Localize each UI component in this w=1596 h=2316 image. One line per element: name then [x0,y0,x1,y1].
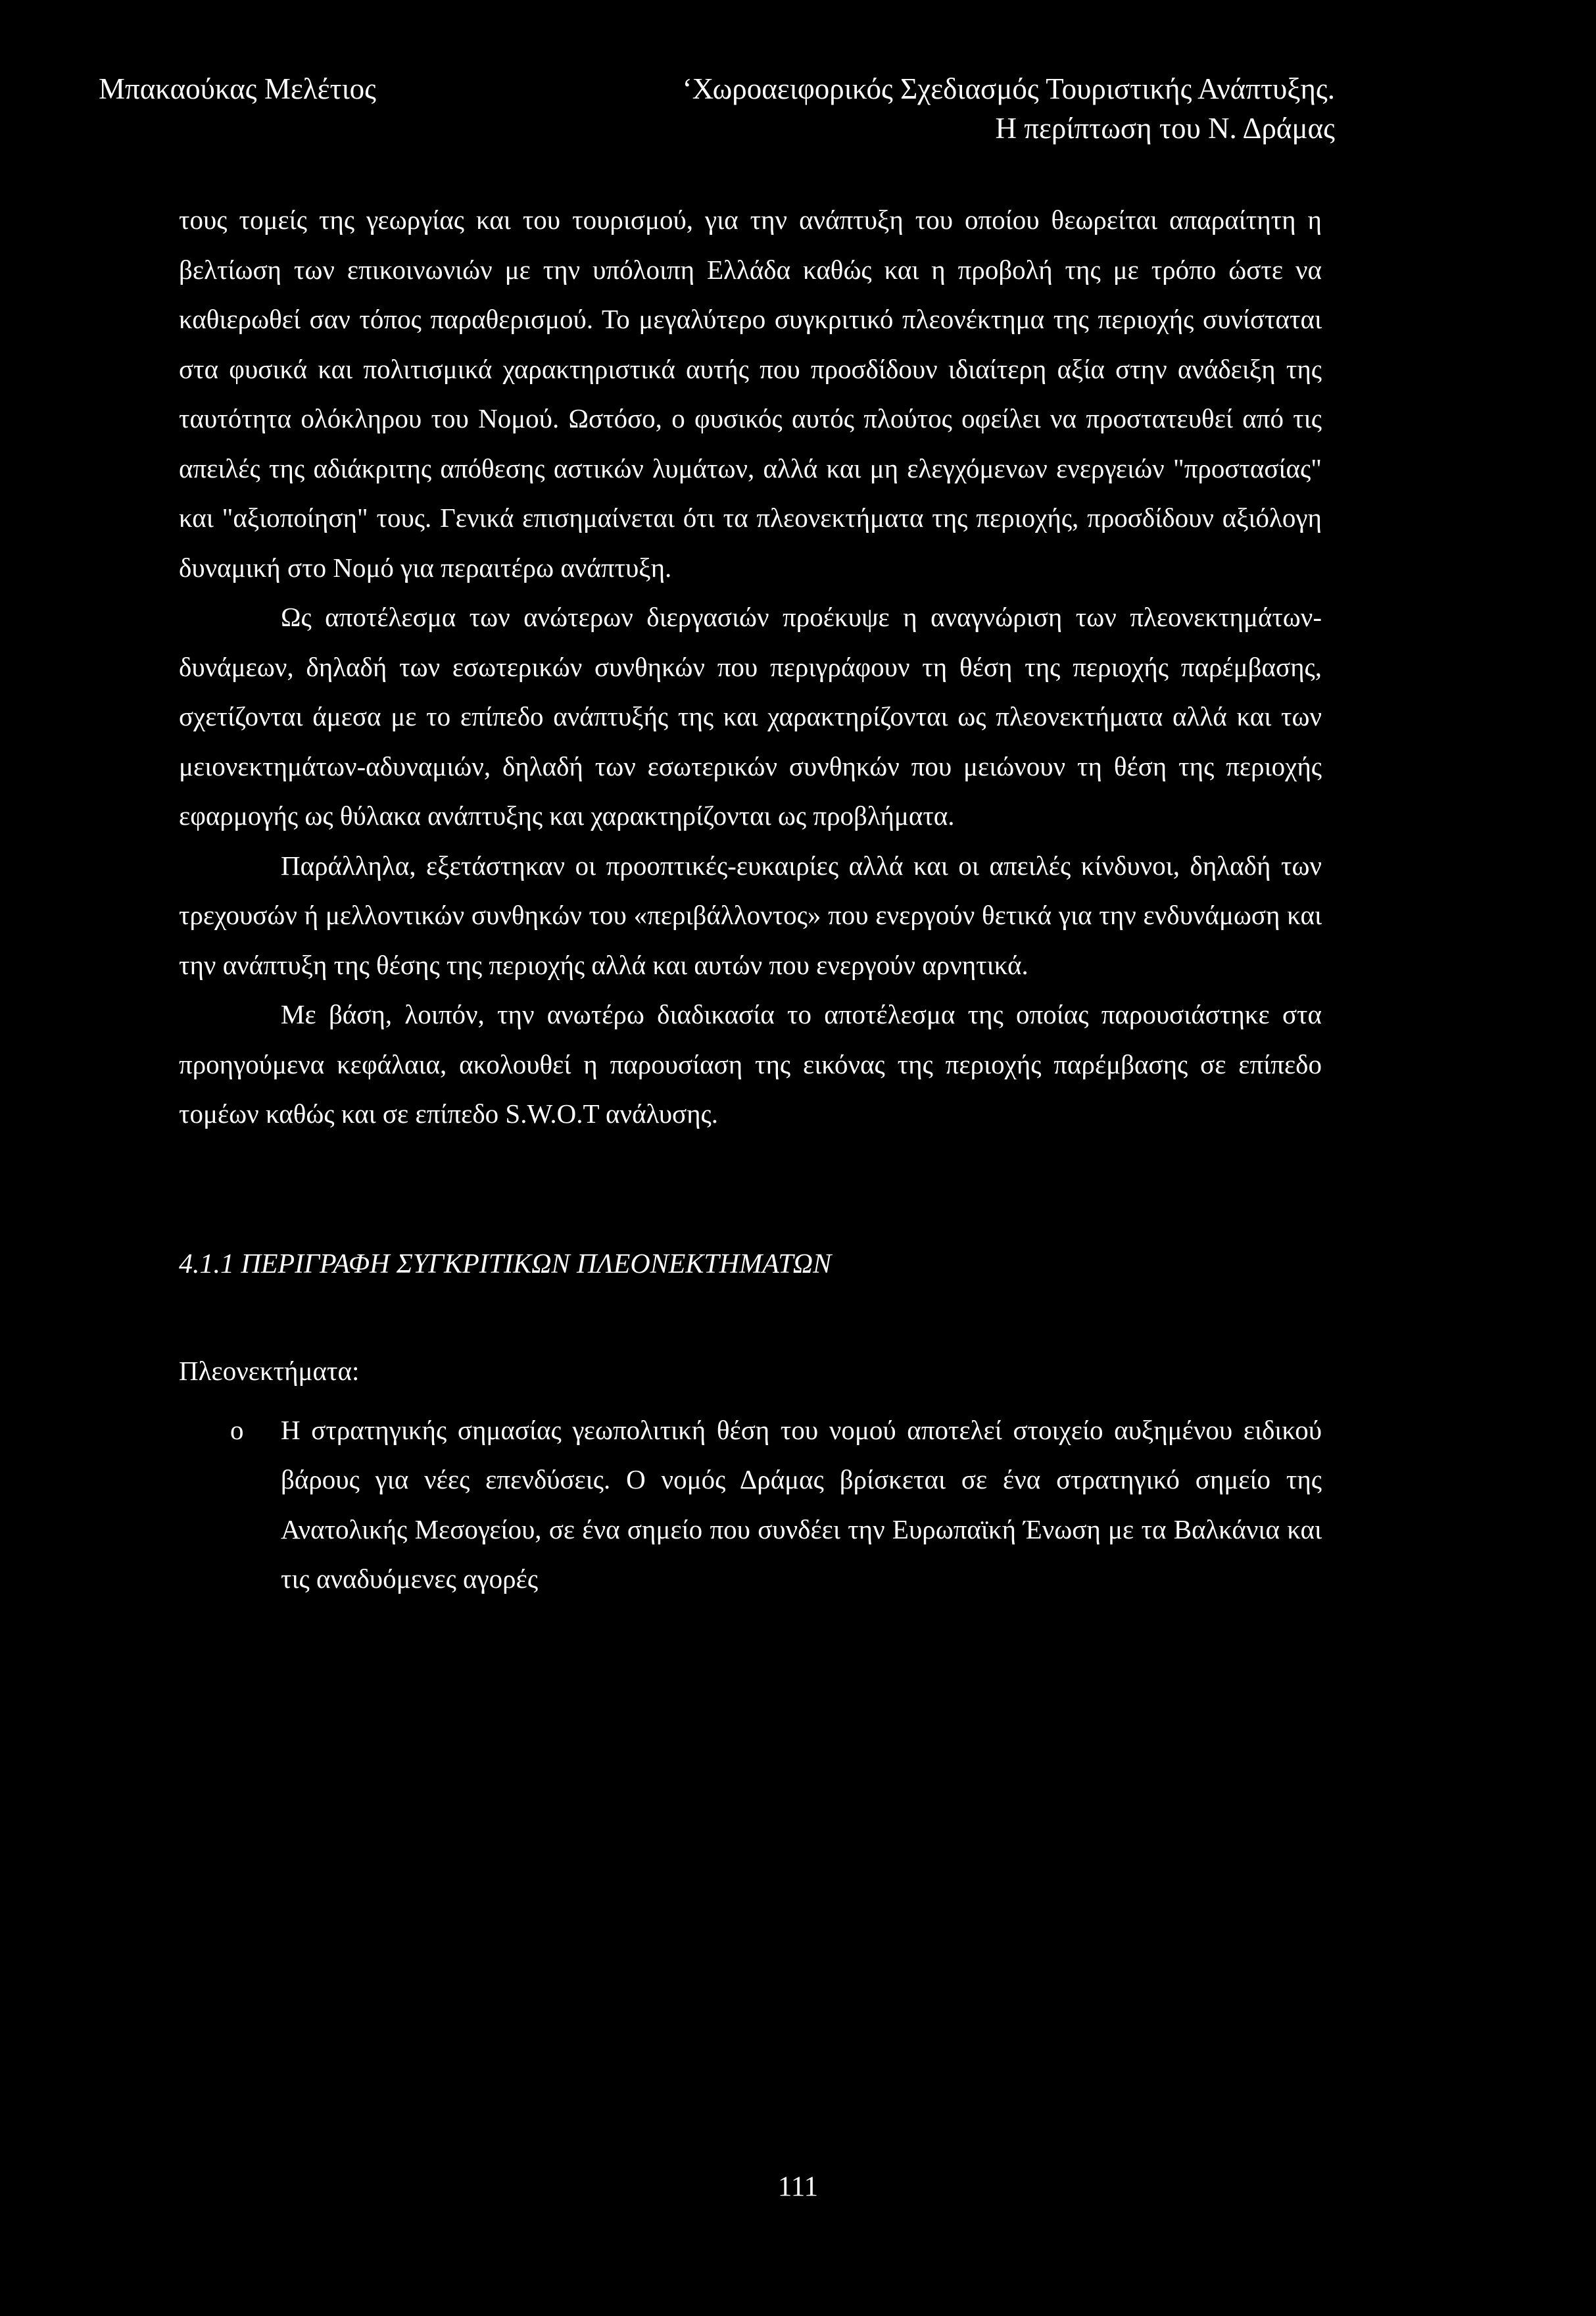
page-content [179,195,1322,1604]
list-item [179,1406,1322,1604]
header-title-line2: Η περίπτωση του Ν. Δράμας [995,112,1335,145]
bullet-marker: o [230,1414,244,1445]
body-paragraph-4: Με βάση, λοιπόν, την ανωτέρω διαδικασία το αποτέλεσμα της οποίας παρουσιάστηκε στα προηγούμενα κεφάλαια, ακολουθεί η παρουσίαση της εικόνας της περιοχής παρέμβασης σε επίπεδο τομέων καθώς και σε επίπεδο S.W.O.T ανάλυσης. [179,999,1322,1129]
header-author: Μπακαούκας Μελέτιος [99,72,377,105]
body-paragraph-3: Παράλληλα, εξετάστηκαν οι προοπτικές-ευκαιρίες αλλά και οι απειλές κίνδυνοι, δηλαδή των τρεχουσών ή μελλοντικών συνθηκών του «περιβάλλοντος» που ενεργούν θετικά για την ενδυνάμωση και την ανάπτυξη της θέσης της περιοχής αλλά και αυτών που ενεργούν αρνητικά. [179,850,1322,980]
list-item-text: Η στρατηγικής σημασίας γεωπολιτική θέση του νομού αποτελεί στοιχείο αυξημένου ειδικού βάρους για νέες επενδύσεις. Ο νομός Δράμας βρίσκεται σε ένα στρατηγικό σημείο της Ανατολικής Μεσογείου, σε ένα σημείο που συνδέει την Ευρωπαϊκή Ένωση με τα Βαλκάνια και τις αναδυόμενες αγορές [281,1414,1322,1594]
section-heading: 4.1.1 ΠΕΡΙΓΡΑΦΗ ΣΥΓΚΡΙΤΙΚΩΝ ΠΛΕΟΝΕΚΤΗΜΑΤΩΝ [179,1248,832,1279]
header-title-line1: ‘Χωροαειφορικός Σχεδιασμός Τουριστικής Ανάπτυξης. [682,72,1335,105]
section-subheading: Πλεονεκτήματα: [179,1356,360,1386]
body-paragraph-2: Ως αποτέλεσμα των ανώτερων διεργασιών προέκυψε η αναγνώριση των πλεονεκτημάτων-δυνάμεων, δηλαδή των εσωτερικών συνθηκών που περιγράφουν τη θέση της περιοχής παρέμβασης, σχετίζονται άμεσα με το επίπεδο ανάπτυξής της και χαρακτηρίζονται ως πλεονεκτήματα αλλά και των μειονεκτημάτων-αδυναμιών, δηλαδή των εσωτερικών συνθηκών που μειώνουν τη θέση της περιοχής εφαρμογής ως θύλακα ανάπτυξης και χαρακτηρίζονται ως προβλήματα. [179,602,1322,831]
body-paragraph-1: τους τομείς της γεωργίας και του τουρισμού, για την ανάπτυξη του οποίου θεωρείται απαραίτητη η βελτίωση των επικοινωνιών με την υπόλοιπη Ελλάδα καθώς και η προβολή της με τρόπο ώστε να καθιερωθεί σαν τόπος παραθερισμού. Το μεγαλύτερο συγκριτικό πλεονέκτημα της περιοχής συνίσταται στα φυσικά και πολιτισμικά χαρακτηριστικά αυτής που προσδίδουν ιδιαίτερη αξία στην ανάδειξη της ταυτότητα ολόκληρου του Νομού. Ωστόσο, ο φυσικός αυτός πλούτος οφείλει να προστατευθεί από τις απειλές της αδιάκριτης απόθεσης αστικών λυμάτων, αλλά και μη ελεγχόμενων ενεργειών "προστασίας" και "αξιοποίηση" τους. Γενικά επισημαίνεται ότι τα πλεονεκτήματα της περιοχής, προσδίδουν αξιόλογη δυναμική στο Νομό για περαιτέρω ανάπτυξη. [179,205,1322,583]
header-title [683,69,1335,148]
advantages-list [179,1406,1322,1604]
page-number: 111 [777,2171,819,2202]
